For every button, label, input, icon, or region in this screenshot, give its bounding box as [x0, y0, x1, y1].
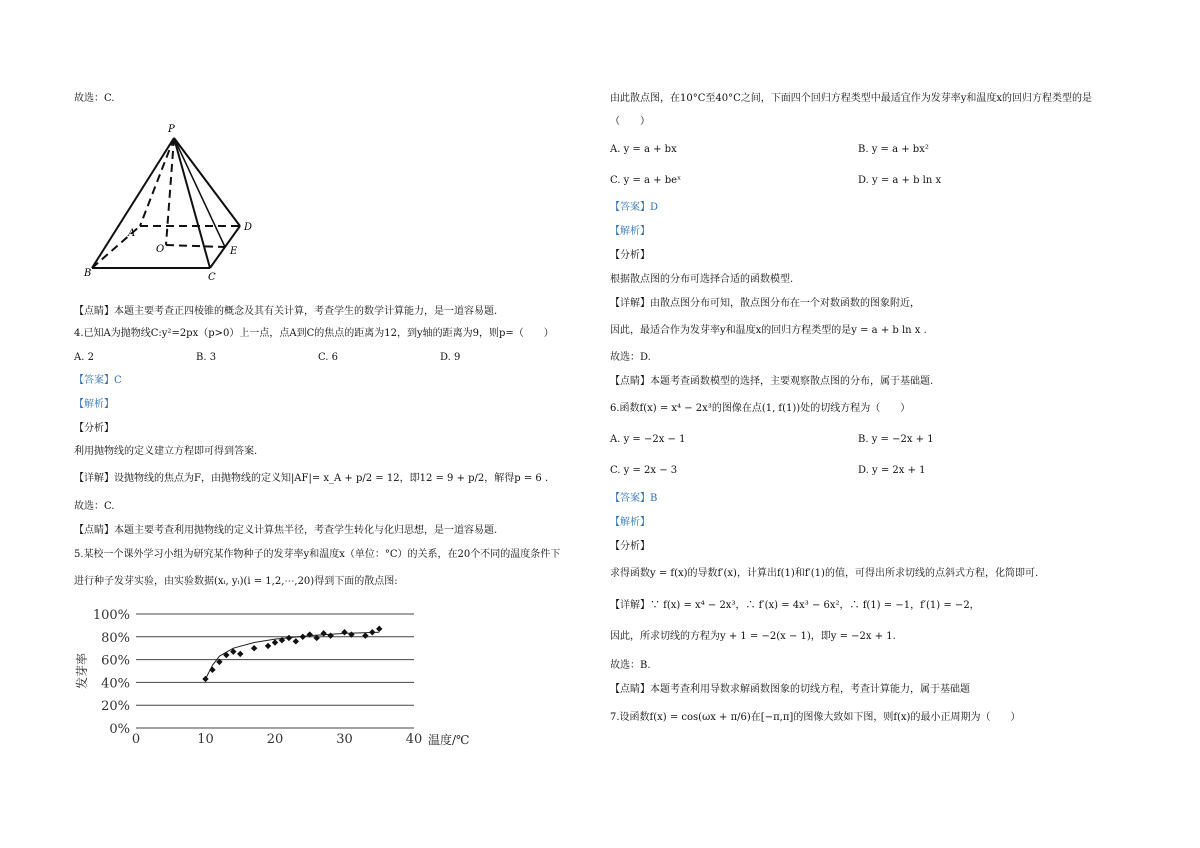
q6-option-b: B. y = −2x + 1 [858, 434, 934, 445]
data-point [369, 629, 375, 635]
q5-analysis-heading: 【解析】 [610, 226, 650, 237]
question-5-stem-2: 进行种子发芽实验，由实验数据(xᵢ, yᵢ)(i = 1,2,⋯,20)得到下面的散点图: [74, 576, 398, 587]
x-tick-label: 0 [131, 732, 141, 747]
q5-fenxi-text: 根据散点图的分布可选择合适的函数模型. [610, 274, 794, 285]
x-tick-label: 30 [336, 732, 353, 747]
data-point [376, 626, 382, 632]
data-point [265, 643, 271, 649]
y-tick-label: 20% [101, 699, 130, 715]
q5-conclusion: 故选：D. [610, 352, 651, 363]
data-point [237, 651, 243, 657]
q6-option-a: A. y = −2x − 1 [610, 434, 686, 445]
q6-detail: 【详解】∵ f(x) = x⁴ − 2x³，∴ f′(x) = 4x³ − 6x²，∴ f(1) = −1，f′(1) = −2， [610, 600, 980, 611]
comment-pyramid: 【点睛】本题主要考查正四棱锥的概念及其有关计算，考查学生的数学计算能力，是一道容易题. [74, 306, 498, 317]
q4-detail: 【详解】设抛物线的焦点为F，由抛物线的定义知|AF|= x_A + p/2 = 12，即12 = 9 + p/2，解得p = 6 . [74, 473, 549, 484]
q5-option-d: D. y = a + b ln x [858, 175, 942, 186]
q4-conclusion: 故选：C. [74, 501, 115, 512]
q6-answer: 【答案】B [610, 493, 658, 504]
x-tick-label: 20 [266, 732, 284, 747]
q4-answer: 【答案】C [74, 375, 122, 386]
x-tick-label: 10 [197, 732, 214, 747]
q5-detail-2: 因此，最适合作为发芽率y和温度x的回归方程类型的是y = a + b ln x . [610, 325, 927, 336]
y-tick-label: 40% [101, 676, 130, 692]
comment-tangent: 【点睛】本题考查利用导数求解函数图象的切线方程，考查计算能力，属于基础题 [610, 684, 970, 695]
data-point [300, 634, 306, 640]
data-point [327, 632, 333, 638]
y-tick-label: 0% [109, 722, 130, 737]
q5-option-a: A. y = a + bx [610, 144, 677, 155]
data-point [251, 645, 257, 651]
x-tick-label: 40 [405, 732, 423, 747]
data-point [362, 632, 368, 638]
y-tick-label: 100% [92, 608, 130, 623]
y-tick-label: 80% [101, 630, 130, 646]
left-column [74, 0, 594, 848]
data-point [286, 635, 292, 641]
data-point [202, 676, 208, 682]
q4-option-b: B. 3 [196, 352, 217, 363]
q5-option-b: B. y = a + bx² [858, 144, 929, 155]
label-d: D [244, 222, 253, 233]
q6-analysis-heading: 【解析】 [610, 517, 650, 528]
question-4-stem: 4.已知A为抛物线C:y²=2px（p>0）上一点，点A到C的焦点的距离为12，到y轴的距离为9，则p=（ ） [74, 328, 554, 339]
label-c: C [208, 272, 216, 282]
q4-option-a: A. 2 [74, 352, 94, 363]
pyramid-diagram [82, 120, 272, 282]
answer-choice-c: 故选：C. [74, 93, 115, 104]
question-7-stem: 7.设函数f(x) = cos(ωx + π/6)在[−π,π]的图像大致如下图，则f(x)的最小正周期为（ ） [610, 712, 1021, 723]
q4-option-d: D. 9 [440, 352, 461, 363]
q6-conclusion: 故选：B. [610, 660, 651, 671]
q4-fenxi-text: 利用抛物线的定义建立方程即可得到答案. [74, 446, 258, 457]
data-point [293, 638, 299, 644]
label-p: P [168, 124, 175, 135]
trend-curve [206, 632, 380, 679]
q5-option-c: C. y = a + beˣ [610, 175, 682, 186]
q6-option-d: D. y = 2x + 1 [858, 465, 926, 476]
scatter-chart [74, 600, 494, 750]
label-e: E [230, 246, 238, 257]
q4-option-c: C. 6 [318, 352, 339, 363]
q5-detail-1: 【详解】由散点图分布可知，散点图分布在一个对数函数的图象附近， [610, 298, 920, 309]
y-tick-label: 60% [101, 653, 130, 669]
q6-fenxi-text: 求得函数y = f(x)的导数f′(x)，计算出f(1)和f′(1)的值，可得出所求切线的点斜式方程，化简即可. [610, 568, 1039, 579]
x-axis-label: 温度/℃ [428, 733, 470, 747]
q4-analysis-heading: 【解析】 [74, 399, 114, 410]
q6-fenxi-heading: 【分析】 [610, 541, 650, 552]
question-5-stem-1: 5.某校一个课外学习小组为研究某作物种子的发芽率y和温度x（单位：°C）的关系，在20个不同的温度条件下 [74, 549, 561, 560]
label-o: O [156, 244, 165, 255]
q5-continued-1: 由此散点图，在10°C至40°C之间，下面四个回归方程类型中最适宜作为发芽率y和温度x的回归方程类型的是 [610, 93, 1093, 104]
data-point [341, 629, 347, 635]
data-point [320, 630, 326, 636]
label-b: B [84, 268, 92, 279]
data-point [209, 667, 215, 673]
comment-parabola: 【点睛】本题主要考查利用抛物线的定义计算焦半径，考查学生转化与化归思想，是一道容易题. [74, 525, 498, 536]
comment-scatter: 【点睛】本题考查函数模型的选择，主要观察散点图的分布，属于基础题. [610, 376, 934, 387]
data-point [272, 639, 278, 645]
q6-option-c: C. y = 2x − 3 [610, 465, 678, 476]
label-a: A [128, 228, 136, 239]
right-column [610, 0, 1150, 848]
q5-fenxi-heading: 【分析】 [610, 250, 650, 261]
data-point [223, 652, 229, 658]
q5-continued-2: （ ） [610, 116, 650, 127]
y-axis-label: 发芽率 [75, 652, 89, 690]
q6-tangent-line: 因此，所求切线的方程为y + 1 = −2(x − 1)，即y = −2x + 1. [610, 631, 896, 642]
question-6-stem: 6.函数f(x) = x⁴ − 2x³的图像在点(1, f(1))处的切线方程为（ ） [610, 403, 911, 414]
q5-answer: 【答案】D [610, 202, 659, 213]
q4-fenxi-heading: 【分析】 [74, 423, 114, 434]
